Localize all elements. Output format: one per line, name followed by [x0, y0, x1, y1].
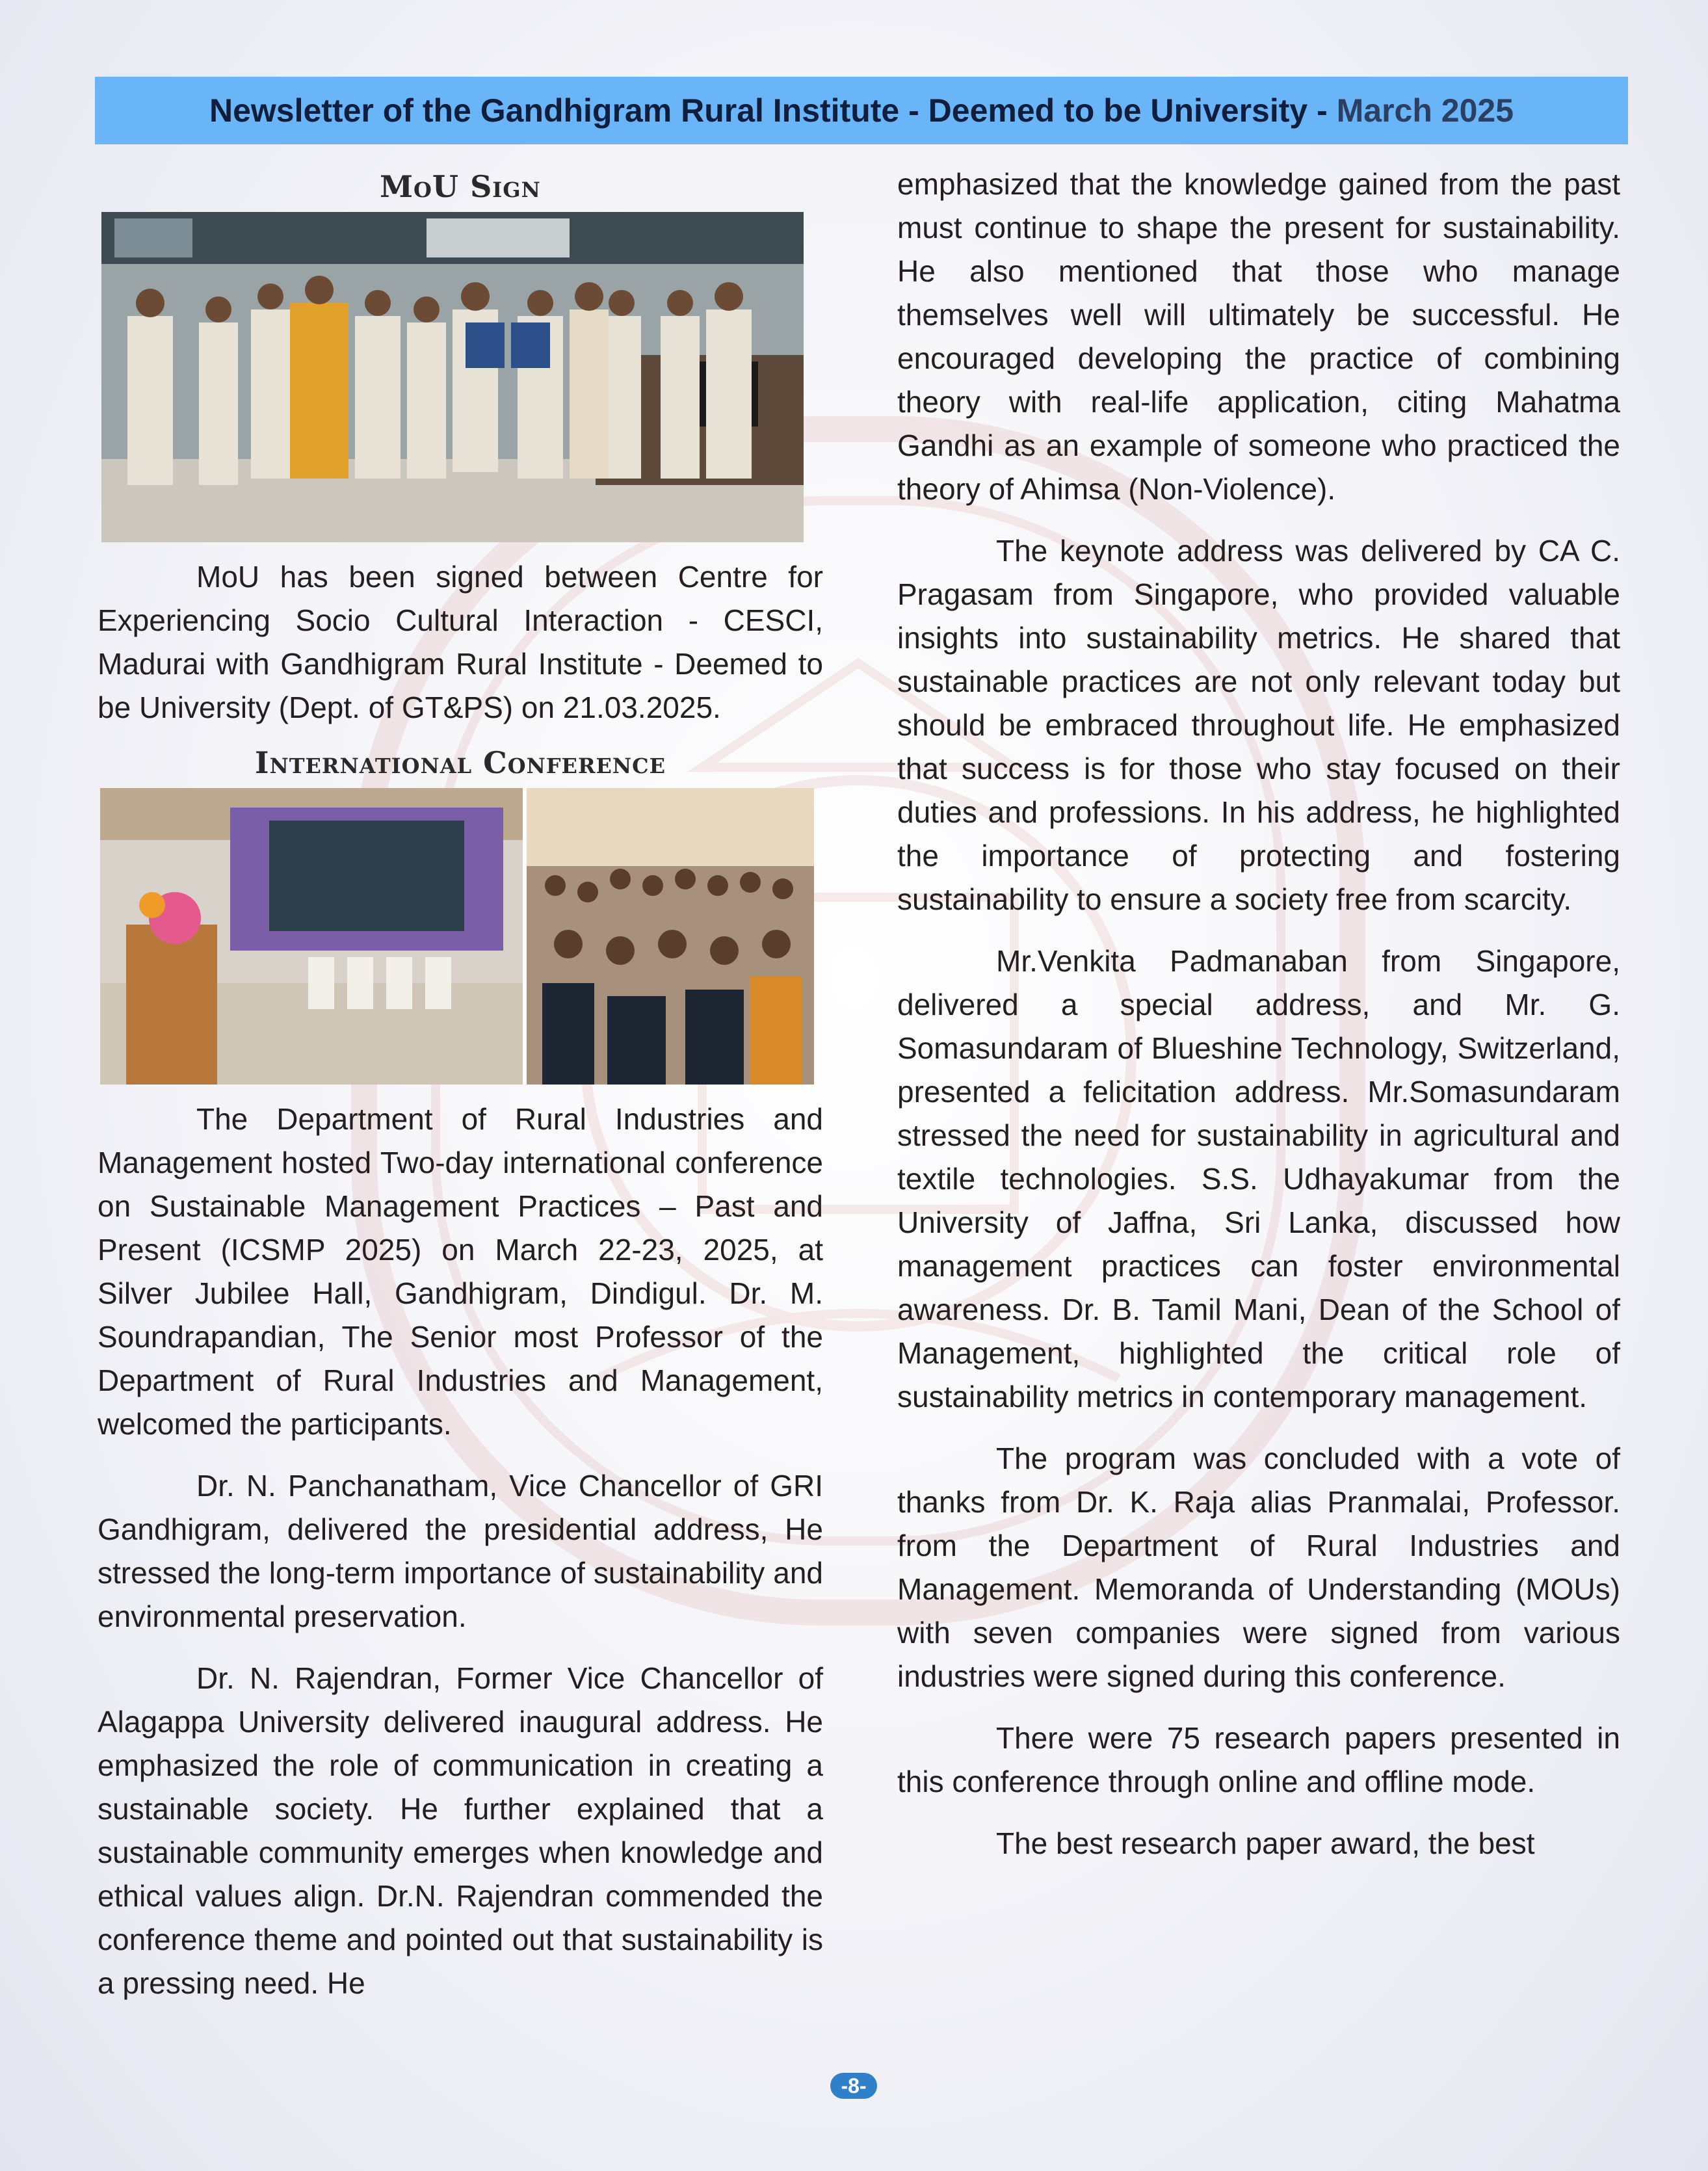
newsletter-title: Newsletter of the Gandhigram Rural Institute - Deemed to be University - [209, 92, 1328, 129]
page-number: -8- [830, 2073, 877, 2099]
continuation-paragraph: emphasized that the knowledge gained from the past must continue to shape the present for sustainability. He also mentioned that those who manage themselves well will ultimately be successful. He encouraged developing the practice of combining theory with real-life application, citing Mahatma Gandhi as an example of someone who practiced the theory of Ahimsa (Non-Violence). [897, 167, 1620, 506]
conference-section-title: International Conference [254, 745, 666, 780]
right-column [897, 163, 1620, 1865]
newsletter-header [95, 77, 1628, 144]
keynote-paragraph: The keynote address was delivered by CA C. Pragasam from Singapore, who provided valuable insights into sustainability metrics. He shared that sustainable practices are not only relevant today but should be embraced throughout life. He emphasized that success is for those who stay focused on their duties and professions. In his address, he highlighted the importance of protecting and fostering sustainability to ensure a society free from scarcity. [897, 534, 1620, 916]
vote-of-thanks-paragraph: The program was concluded with a vote of thanks from Dr. K. Raja alias Pranmalai, Professor. from the Department of Rural Industries and Management. Memoranda of Understanding (MOUs) with seven companies were signed from various industries were signed during this conference. [897, 1441, 1620, 1693]
group-photo-icon [101, 212, 804, 542]
mou-photo [101, 212, 804, 542]
conference-photo-icon [100, 788, 814, 1085]
conference-paragraph-3: Dr. N. Rajendran, Former Vice Chancellor of Alagappa University delivered inaugural address. He emphasized the role of communication in creating a sustainable society. He further explained that a sustainable community emerges when knowledge and ethical values align. Dr.N. Rajendran commended the conference theme and pointed out that sustainability is a pressing need. He [98, 1661, 823, 2000]
mou-section-title: MoU Sign [380, 169, 541, 204]
conference-paragraph-2: Dr. N. Panchanatham, Vice Chancellor of GRI Gandhigram, delivered the presidential address, He stressed the long-term importance of sustainability and environmental preservation. [98, 1469, 823, 1633]
research-papers-paragraph: There were 75 research papers presented in this conference through online and offline mode. [897, 1721, 1620, 1798]
left-column [98, 163, 823, 2005]
conference-photo [100, 788, 814, 1085]
mou-paragraph: MoU has been signed between Centre for Experiencing Socio Cultural Interaction - CESCI, Madurai with Gandhigram Rural Institute - Deemed to be University (Dept. of GT&PS) on 21.03.2025. [98, 560, 823, 724]
best-paper-paragraph: The best research paper award, the best [996, 1826, 1535, 1860]
conference-paragraph-1: The Department of Rural Industries and Management hosted Two-day international conference on Sustainable Management Practices – Past and Present (ICSMP 2025) on March 22-23, 2025, at Silver Jubilee Hall, Gandhigram, Dindigul. Dr. M. Soundrapandian, The Senior most Professor of the Department of Rural Industries and Management, welcomed the participants. [98, 1102, 823, 1441]
special-address-paragraph: Mr.Venkita Padmanaban from Singapore, delivered a special address, and Mr. G. Somasundaram of Blueshine Technology, Switzerland, presented a felicitation address. Mr.Somasundaram stressed the need for sustainability in agricultural and textile technologies. S.S. Udhayakumar from the University of Jaffna, Sri Lanka, discussed how management practices can foster environmental awareness. Dr. B. Tamil Mani, Dean of the School of Management, highlighted the critical role of sustainability metrics in contemporary management. [897, 944, 1620, 1414]
newsletter-month: March 2025 [1336, 92, 1514, 129]
